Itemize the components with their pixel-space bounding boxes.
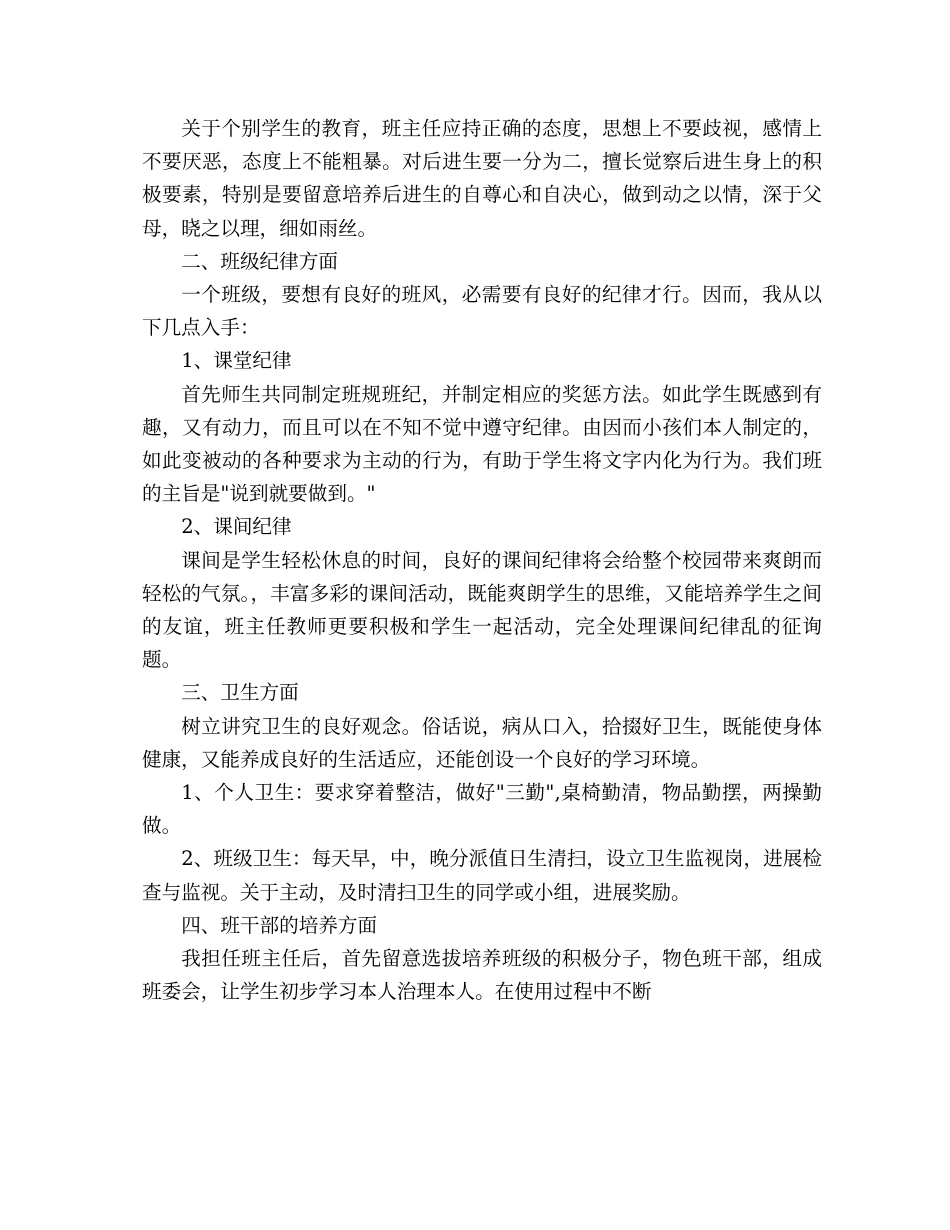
document-page — [142, 112, 822, 1008]
paragraph-hygiene-intro: 树立讲究卫生的良好观念。俗话说，病从口入，拾掇好卫生，既能使身体健康，又能养成良好的生活适应，还能创设一个良好的学习环境。 — [142, 714, 822, 771]
heading-class-cadres: 四、班干部的培养方面 — [181, 913, 378, 937]
paragraph-break-discipline: 课间是学生轻松休息的时间，良好的课间纪律将会给整个校园带来爽朗而轻松的气氛。，丰富多彩的课间活动，既能爽朗学生的思维，又能培养学生之间的友谊，班主任教师更要积极和学生一起活动，完全处理课间纪律乱的征询题。 — [142, 548, 822, 672]
paragraph-individual-education: 关于个别学生的教育，班主任应持正确的态度，思想上不要歧视，感情上不要厌恶，态度上不能粗暴。对后进生要一分为二，擅长觉察后进生身上的积极要素，特别是要留意培养后进生的自尊心和自决心，做到动之以情，深于父母，晓之以理，细如雨丝。 — [142, 117, 822, 240]
heading-classroom-discipline: 1、课堂纪律 — [181, 349, 292, 373]
paragraph-class-cadres: 我担任班主任后，首先留意选拔培养班级的积极分子，物色班干部，组成班委会，让学生初步学习本人治理本人。在使用过程中不断 — [142, 947, 822, 1004]
heading-hygiene: 三、卫生方面 — [181, 681, 299, 705]
heading-break-discipline: 2、课间纪律 — [181, 515, 292, 539]
paragraph-personal-hygiene: 1、个人卫生：要求穿着整洁，做好"三勤",桌椅勤清，物品勤摆，两操勤做。 — [142, 781, 822, 838]
paragraph-discipline-intro: 一个班级，要想有良好的班风，必需要有良好的纪律才行。因而，我从以下几点入手： — [142, 283, 822, 340]
paragraph-class-hygiene: 2、班级卫生：每天早，中，晚分派值日生清扫，设立卫生监视岗，进展检查与监视。关于主动，及时清扫卫生的同学或小组，进展奖励。 — [142, 847, 822, 904]
heading-class-discipline: 二、班级纪律方面 — [181, 249, 338, 273]
paragraph-classroom-discipline: 首先师生共同制定班规班纪，并制定相应的奖惩方法。如此学生既感到有趣，又有动力，而且可以在不知不觉中遵守纪律。由因而小孩们本人制定的，如此变被动的各种要求为主动的行为，有助于学生将文字内化为行为。我们班的主旨是"说到就要做到。" — [142, 382, 822, 506]
